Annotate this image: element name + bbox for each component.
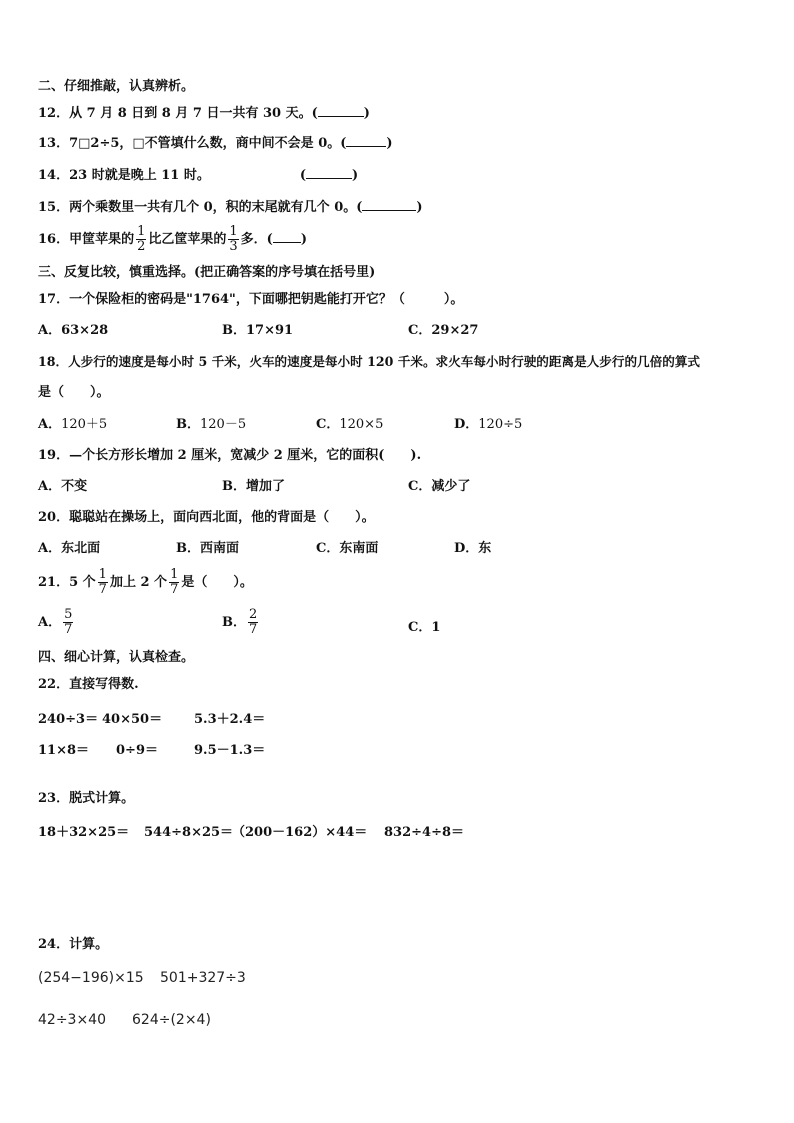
q21-option-a[interactable]: A． $\frac{5}{7}$ <box>38 607 73 637</box>
q23-item: 832÷4÷8＝ <box>384 825 465 840</box>
q20-option-d[interactable]: D．东 <box>454 541 492 556</box>
q23-item: 18＋32×25＝ <box>38 825 130 840</box>
q24-item: 624÷(2×4) <box>132 1012 211 1028</box>
fraction-one-third: $\frac{1}{3}$ <box>229 224 238 254</box>
section-2-heading: 二、仔细推敲，认真辨析。 <box>38 79 195 94</box>
q18-option-c[interactable]: C．120×5 <box>316 417 384 432</box>
q22-item: 11×8＝ <box>38 743 90 758</box>
question-13-text: 13．7□2÷5，□不管填什么数，商中间不会是 0。( <box>38 136 347 151</box>
q19-option-c[interactable]: C．减少了 <box>408 479 471 494</box>
section-4-heading: 四、细心计算，认真检查。 <box>38 650 195 665</box>
section-3-heading: 三、反复比较，慎重选择。(把正确答案的序号填在括号里) <box>38 265 376 280</box>
q24-item: 42÷3×40 <box>38 1012 106 1028</box>
q21-option-c[interactable]: C．1 <box>408 620 441 635</box>
q18-option-a[interactable]: A．120＋5 <box>38 417 108 432</box>
question-14: 14．23 时就是晚上 11 时。 ( ) <box>38 168 359 183</box>
answer-blank-15[interactable] <box>362 198 416 211</box>
q23-item: 544÷8×25＝ <box>144 825 234 840</box>
q22-item: 240÷3＝ <box>38 712 99 727</box>
q17-option-b[interactable]: B．17×91 <box>222 323 294 338</box>
question-17: 17．一个保险柜的密码是"1764"，下面哪把钥匙能打开它？（ ）。 <box>38 292 464 307</box>
question-23-title: 23．脱式计算。 <box>38 791 135 806</box>
question-14-text: 14．23 时就是晚上 11 时。 <box>38 168 210 183</box>
question-21: 21．5 个 $\frac{1}{7}$ 加上 2 个 $\frac{1}{7}$ 是（ ）。 <box>38 567 253 597</box>
q20-option-c[interactable]: C．东南面 <box>316 541 379 556</box>
fraction-one-seventh: $\frac{1}{7}$ <box>98 567 107 597</box>
question-24-title: 24．计算。 <box>38 937 109 952</box>
q19-option-b[interactable]: B．增加了 <box>222 479 285 494</box>
fraction-one-seventh: $\frac{1}{7}$ <box>170 567 179 597</box>
question-16: 16．甲筐苹果的 $\frac{1}{2}$ 比乙筐苹果的 $\frac{1}{3}$ 多．( ) <box>38 224 307 254</box>
question-13: 13．7□2÷5，□不管填什么数，商中间不会是 0。( ) <box>38 136 393 151</box>
q24-item: (254−196)×15 <box>38 970 144 986</box>
q20-option-a[interactable]: A．东北面 <box>38 541 101 556</box>
q18-option-b[interactable]: B．120－5 <box>176 417 247 432</box>
question-19: 19．—个长方形长增加 2 厘米，宽减少 2 厘米，它的面积( ). <box>38 448 422 463</box>
answer-blank-13[interactable] <box>346 134 386 147</box>
answer-blank-14[interactable] <box>306 166 352 179</box>
q19-option-a[interactable]: A．不变 <box>38 479 88 494</box>
fraction-five-sevenths: $\frac{5}{7}$ <box>64 607 73 637</box>
q22-item: 0÷9＝ <box>116 743 158 758</box>
question-22-title: 22．直接写得数. <box>38 677 139 692</box>
question-18-line-2: 是（ ）。 <box>38 385 110 400</box>
q23-item: （200－162）×44＝ <box>232 825 368 840</box>
question-20: 20．聪聪站在操场上，面向西北面，他的背面是（ ）。 <box>38 510 375 525</box>
q18-option-d[interactable]: D．120÷5 <box>454 417 523 432</box>
question-18-line-1: 18．人步行的速度是每小时 5 千米，火车的速度是每小时 120 千米。求火车每小时行驶的距离是人步行的几倍的算式 <box>38 354 701 369</box>
question-15: 15．两个乘数里一共有几个 0，积的末尾就有几个 0。( ) <box>38 200 423 215</box>
q22-item: 40×50＝ <box>102 712 163 727</box>
question-15-text: 15．两个乘数里一共有几个 0，积的末尾就有几个 0。( <box>38 200 363 215</box>
answer-blank-16[interactable] <box>273 230 301 243</box>
answer-blank-12[interactable] <box>318 104 364 117</box>
q17-option-c[interactable]: C．29×27 <box>408 323 479 338</box>
q21-option-b[interactable]: B． $\frac{2}{7}$ <box>222 607 258 637</box>
q20-option-b[interactable]: B．西南面 <box>176 541 239 556</box>
q22-item: 9.5－1.3＝ <box>194 743 266 758</box>
question-12-text: 12．从 7 月 8 日到 8 月 7 日一共有 30 天。( <box>38 106 318 121</box>
question-12: 12．从 7 月 8 日到 8 月 7 日一共有 30 天。( ) <box>38 106 370 121</box>
q17-option-a[interactable]: A．63×28 <box>38 323 109 338</box>
q24-item: 501+327÷3 <box>160 970 246 986</box>
fraction-one-half: $\frac{1}{2}$ <box>137 224 146 254</box>
q22-item: 5.3＋2.4＝ <box>194 712 266 727</box>
fraction-two-sevenths: $\frac{2}{7}$ <box>249 607 258 637</box>
